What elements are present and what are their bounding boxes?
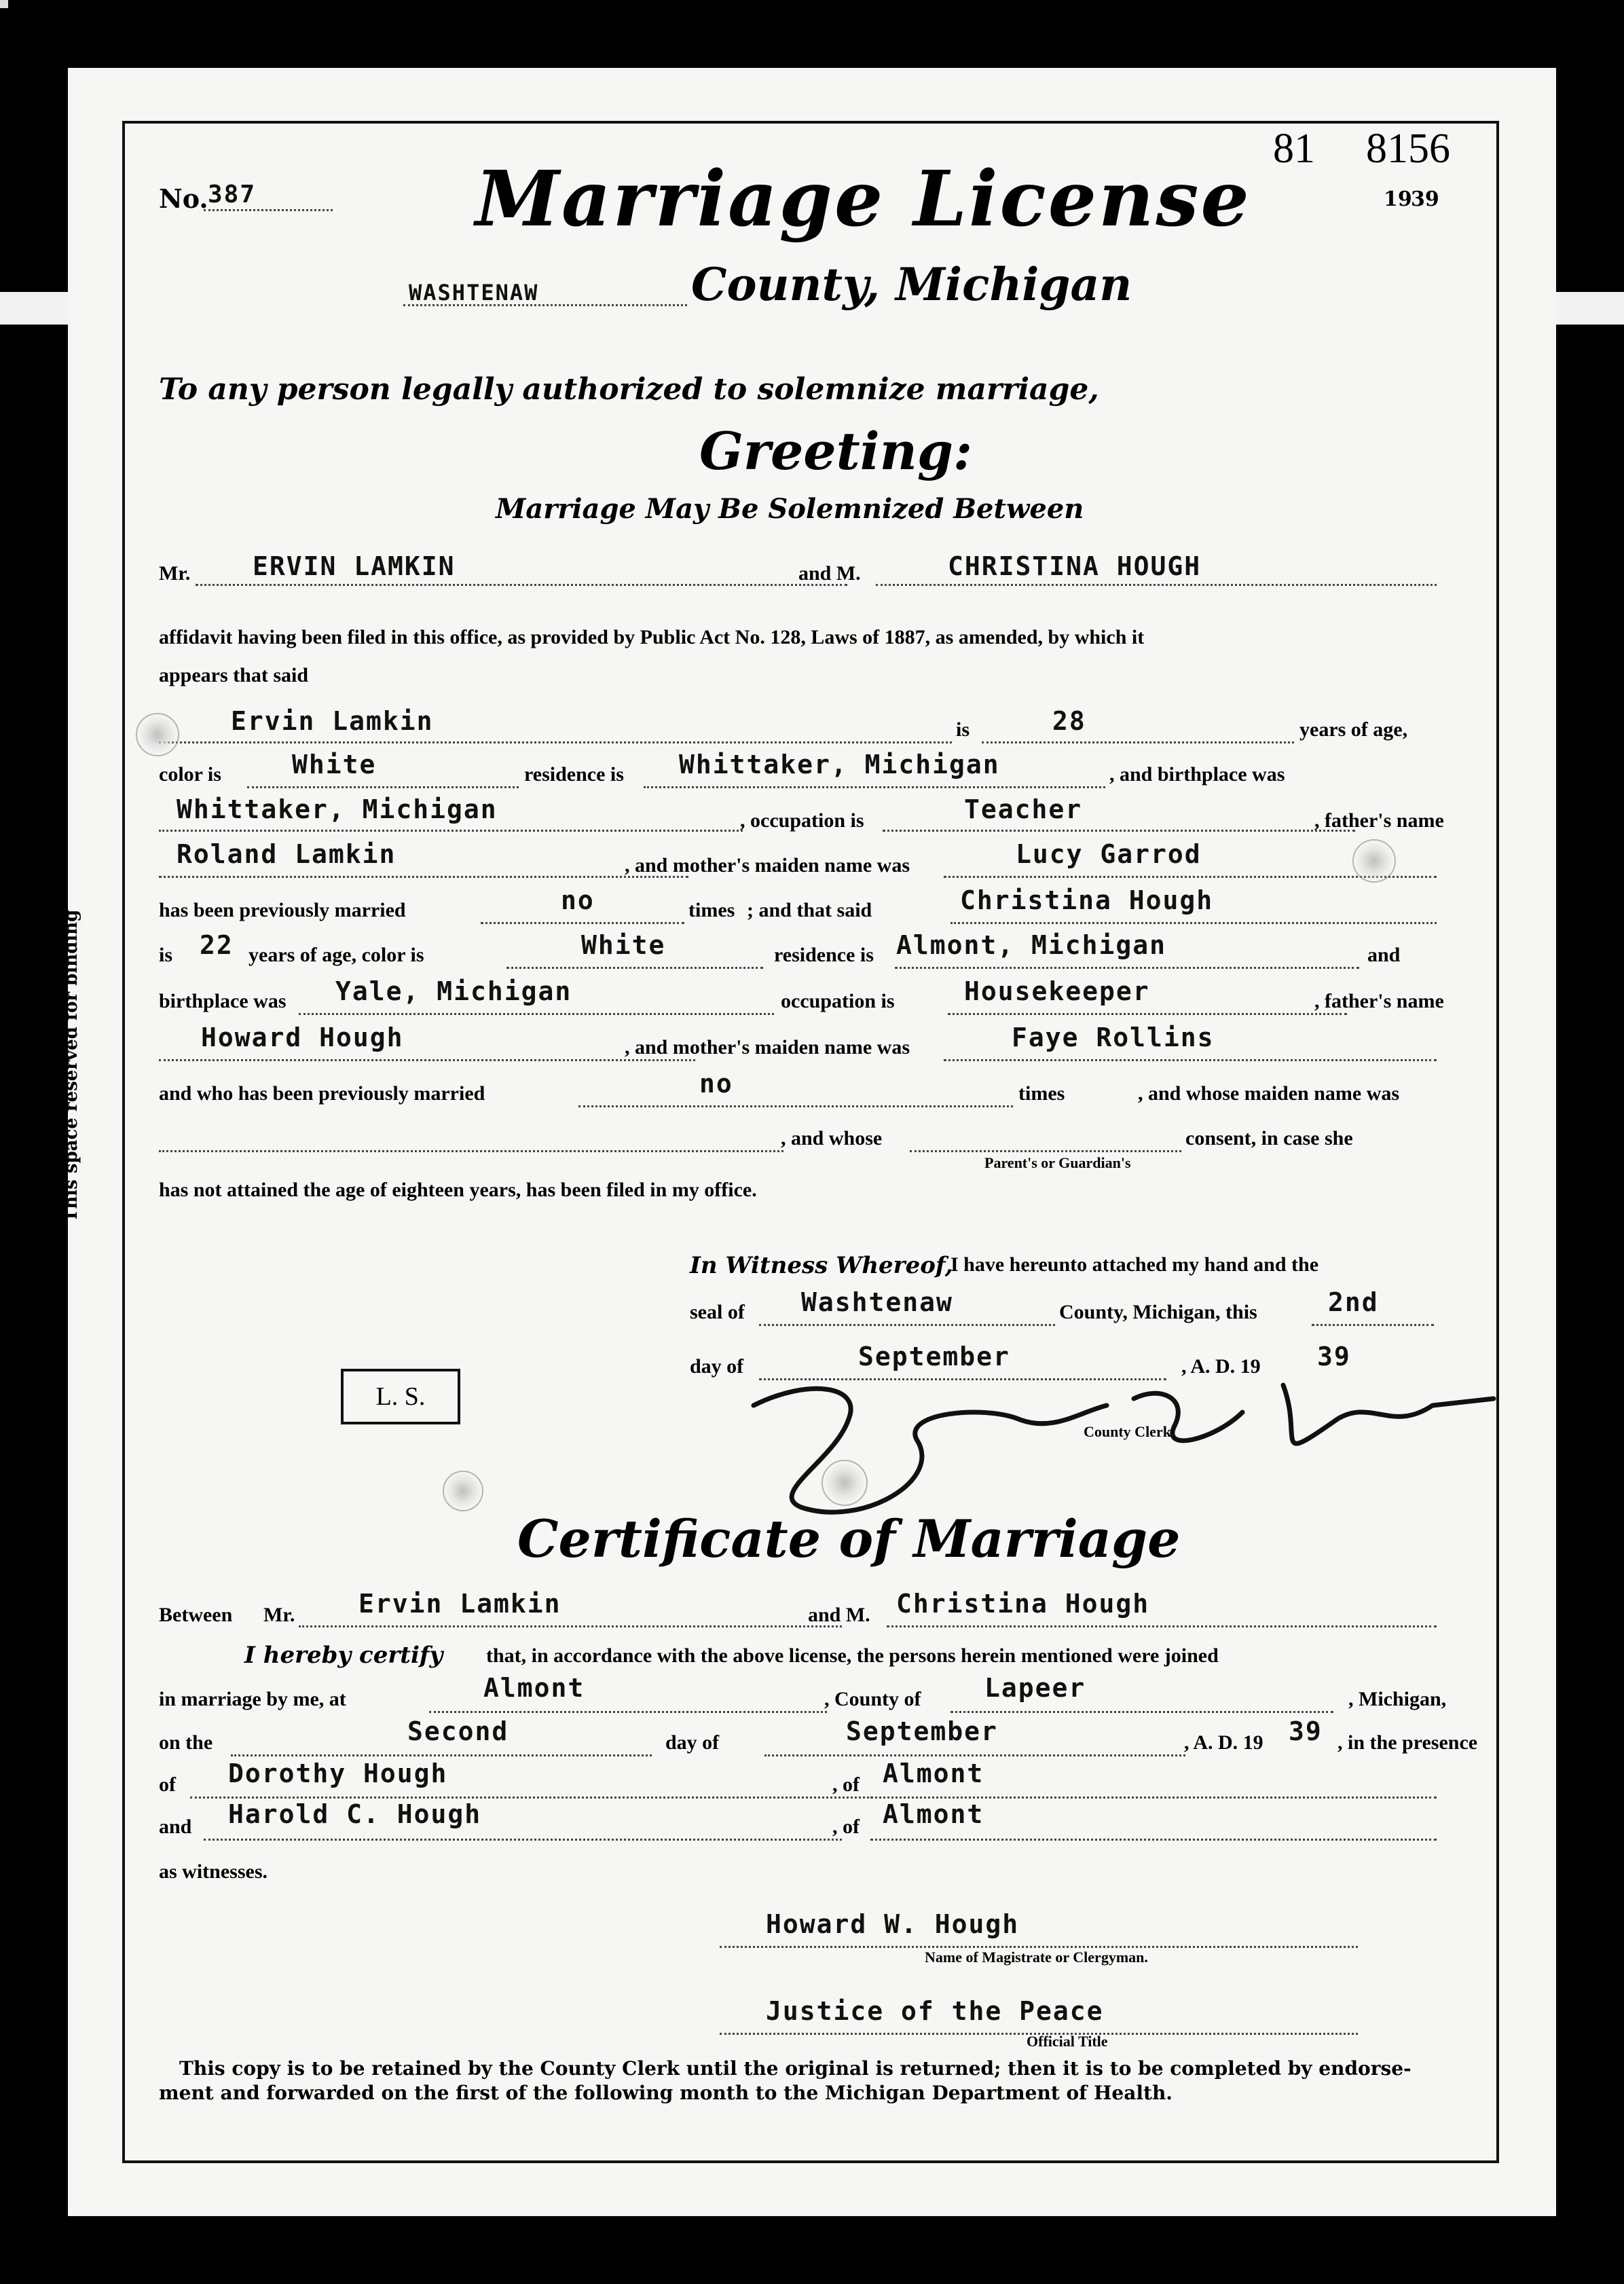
certificate-title: Certificate of Marriage (517, 1509, 1181, 1569)
certify-rest: that, in accordance with the above license, the persons herein mentioned were joined (486, 1644, 1219, 1667)
seal-of-label: seal of (690, 1301, 745, 1323)
witness-year: 39 (1317, 1342, 1351, 1371)
groom-mother: Lucy Garrod (1016, 839, 1202, 869)
as-witnesses-label: as witnesses. (159, 1860, 268, 1883)
county-line (403, 304, 687, 306)
license-document (61, 68, 1556, 2216)
fathers-label: , father's name (1314, 809, 1444, 832)
times2-label: times (1018, 1082, 1065, 1105)
ls-box: L. S. (341, 1369, 460, 1424)
of3-label: , of (832, 1816, 860, 1838)
binding-note: This space reserved for binding (61, 909, 81, 1222)
license-title: Marriage License (475, 155, 1251, 244)
cert-day-of-label: day of (665, 1731, 720, 1754)
day-of-label: day of (690, 1355, 744, 1378)
affidavit-line2: appears that said (159, 664, 309, 686)
cert-month-line (764, 1754, 1185, 1756)
bride-color: White (581, 930, 666, 960)
groom-name-line (159, 741, 952, 743)
times-label: times (688, 899, 735, 921)
cert-groom-line (299, 1625, 842, 1627)
greeting-line: To any person legally authorized to solemnize marriage, (159, 372, 1099, 407)
of2-label: , of (832, 1773, 860, 1796)
bride-prev: no (699, 1069, 733, 1099)
groom-residence: Whittaker, Michigan (679, 750, 1000, 779)
is2-label: is (159, 944, 173, 966)
groom-color-line (247, 786, 519, 788)
color-label: color is (159, 763, 221, 786)
cert-place-line (429, 1711, 827, 1713)
license-no-label: No. (159, 183, 208, 214)
birthplace-label: , and birthplace was (1109, 763, 1285, 786)
maiden-label: , and whose maiden name was (1138, 1082, 1400, 1105)
consent-line (910, 1150, 1181, 1152)
groom-name: Ervin Lamkin (231, 706, 434, 736)
witness2-line (204, 1839, 842, 1841)
cert-and-m-label: and M. (808, 1604, 870, 1626)
witness2-place: Almont (883, 1799, 984, 1829)
maiden-name-line (159, 1150, 783, 1152)
license-no-line (204, 209, 333, 211)
official-title-label: Official Title (1027, 2033, 1108, 2050)
mother-label: , and mother's maiden name was (625, 854, 910, 877)
bride-caps-line (876, 584, 1437, 586)
groom-age: 28 (1052, 706, 1086, 736)
certify-label: I hereby certify (244, 1642, 443, 1669)
affidavit-line1: affidavit having been filed in this office, as provided by Public Act No. 128, Laws of 1887, as amended, by which it (159, 626, 1145, 648)
mother2-label: , and mother's maiden name was (625, 1036, 910, 1058)
cert-ad-label: , A. D. 19 (1184, 1731, 1263, 1754)
consent-label: consent, in case she (1185, 1127, 1353, 1149)
seal-mark-1 (443, 1471, 483, 1511)
witness-whereof: In Witness Whereof, (690, 1252, 953, 1279)
officiant-name: Howard W. Hough (766, 1909, 1020, 1939)
between-label: Between (159, 1604, 233, 1626)
greeting-title: Greeting: (699, 421, 973, 481)
stamp-top: 81 (1273, 126, 1315, 172)
residence-label: residence is (524, 763, 624, 786)
officiant-line (720, 1946, 1358, 1948)
county-of-label: , County of (824, 1688, 921, 1710)
year-suffix: 39 (1411, 187, 1439, 211)
and-whose-label: , and whose (781, 1127, 883, 1149)
ad-label: , A. D. 19 (1181, 1355, 1261, 1378)
seal-mark-3 (136, 713, 179, 756)
bride-father: Howard Hough (201, 1023, 404, 1052)
top-left-edge (0, 0, 8, 8)
mr-label: Mr. (159, 562, 191, 585)
bride-residence-line (895, 967, 1359, 969)
witness-month: September (858, 1342, 1010, 1371)
clerk-signature (726, 1358, 1514, 1534)
parent-guardian-label: Parent's or Guardian's (984, 1154, 1131, 1171)
years-color-label: years of age, color is (248, 944, 424, 966)
bride-birthplace-line (299, 1013, 774, 1015)
cert-county-line (951, 1711, 1333, 1713)
years-label: years of age, (1299, 718, 1408, 741)
presence-label: , in the presence (1337, 1731, 1478, 1754)
officiant-label: Name of Magistrate or Clergyman. (925, 1949, 1148, 1966)
prev-married-label: has been previously married (159, 899, 406, 921)
county-value: WASHTENAW (409, 280, 539, 306)
county-michigan-label: County, Michigan, this (1059, 1301, 1257, 1323)
groom-father: Roland Lamkin (177, 839, 396, 869)
witness2-place-line (870, 1839, 1437, 1841)
eighteen-label: has not attained the age of eighteen years, has been filed in my office. (159, 1179, 757, 1201)
occupation2-label: occupation is (781, 990, 895, 1012)
in-marriage-label: in marriage by me, at (159, 1688, 346, 1710)
groom-caps-line (196, 584, 847, 586)
witness-whereof-rest: I have hereunto attached my hand and the (951, 1253, 1319, 1276)
county-label: County, Michigan (691, 258, 1132, 311)
witness2-name: Harold C. Hough (228, 1799, 482, 1829)
residence2-label: residence is (774, 944, 874, 966)
bride-name: Christina Hough (960, 885, 1214, 915)
groom-age-line (982, 741, 1294, 743)
bride-father-line (159, 1059, 695, 1061)
official-title-value: Justice of the Peace (766, 1996, 1104, 2026)
groom-birthplace-line (159, 830, 743, 832)
bride-age: 22 (200, 930, 234, 960)
bride-mother: Faye Rollins (1012, 1023, 1215, 1052)
of-label: of (159, 1773, 176, 1796)
solemnized-line: Marriage May Be Solemnized Between (496, 493, 1084, 525)
license-no-value: 387 (208, 181, 257, 208)
birthplace2-label: birthplace was (159, 990, 287, 1012)
seal-mark-2 (822, 1460, 868, 1506)
who-prev-label: and who has been previously married (159, 1082, 485, 1105)
cert-day: Second (407, 1716, 509, 1746)
groom-prev-line (481, 922, 684, 924)
groom-birthplace: Whittaker, Michigan (177, 794, 498, 824)
stamp-number: 8156 (1366, 126, 1450, 172)
on-the-label: on the (159, 1731, 213, 1754)
groom-residence-line (644, 786, 1105, 788)
cert-year: 39 (1289, 1716, 1323, 1746)
bride-color-line (506, 967, 763, 969)
bride-occupation: Housekeeper (964, 976, 1150, 1006)
witness1-place: Almont (883, 1758, 984, 1788)
seal-mark-4 (1352, 839, 1396, 883)
witness-day: 2nd (1328, 1287, 1379, 1317)
cert-groom: Ervin Lamkin (358, 1589, 561, 1619)
cert-county: Lapeer (984, 1673, 1086, 1703)
cert-place: Almont (483, 1673, 585, 1703)
and-m-label: and M. (798, 562, 861, 585)
cert-day-line (231, 1754, 652, 1756)
and-label: and (1367, 944, 1401, 966)
footer-note-2: ment and forwarded on the first of the following month to the Michigan Department of Health. (159, 2082, 1173, 2104)
witness-county: Washtenaw (801, 1287, 953, 1317)
cert-bride-line (887, 1625, 1437, 1627)
groom-occupation-line (883, 830, 1355, 832)
bride-mother-line (944, 1059, 1437, 1061)
right-margin-bar (1556, 292, 1624, 325)
occupation-label: , occupation is (740, 809, 864, 832)
county-clerk-label: County Clerk (1084, 1423, 1171, 1440)
witness-county-line (759, 1324, 1055, 1326)
left-margin-bar (0, 292, 68, 325)
bride-name-line (951, 922, 1437, 924)
bride-caps: CHRISTINA HOUGH (948, 551, 1202, 581)
groom-color: White (292, 750, 377, 779)
bride-occupation-line (948, 1013, 1347, 1015)
witness1-name: Dorothy Hough (228, 1758, 448, 1788)
witness1-line (190, 1797, 869, 1799)
witness-day-line (1312, 1324, 1434, 1326)
bride-prev-line (578, 1105, 1013, 1107)
cert-bride: Christina Hough (896, 1589, 1150, 1619)
michigan-label: , Michigan, (1348, 1688, 1447, 1710)
witness1-place-line (870, 1797, 1437, 1799)
groom-prev: no (561, 885, 595, 915)
footer-note-1: This copy is to be retained by the County Clerk until the original is returned; then it is to be completed by endorse- (179, 2057, 1411, 2080)
year-prefix: 19 (1384, 187, 1412, 211)
cert-and-label: and (159, 1816, 192, 1838)
bride-birthplace: Yale, Michigan (335, 976, 572, 1006)
groom-father-line (159, 876, 688, 878)
cert-mr-label: Mr. (263, 1604, 295, 1626)
fathers2-label: , father's name (1314, 990, 1444, 1012)
is-label: is (956, 718, 970, 741)
and-that-label: ; and that said (747, 899, 872, 921)
bride-residence: Almont, Michigan (896, 930, 1167, 960)
cert-month: September (846, 1716, 998, 1746)
groom-caps: ERVIN LAMKIN (253, 551, 456, 581)
groom-occupation: Teacher (964, 794, 1083, 824)
